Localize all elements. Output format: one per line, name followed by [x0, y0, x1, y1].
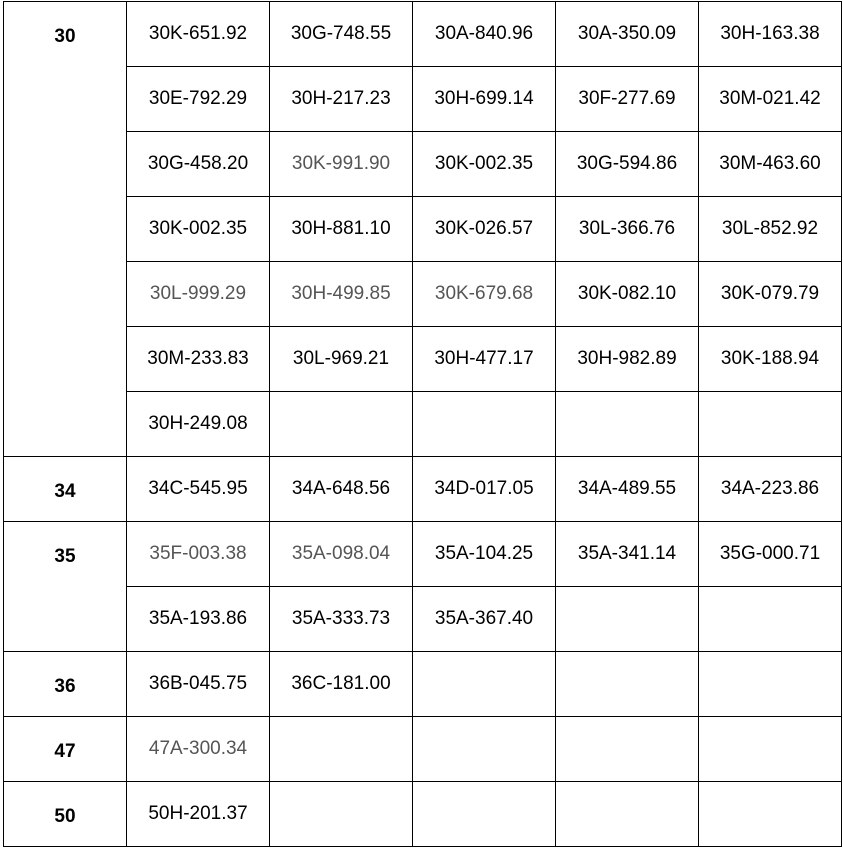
plate-number-cell: 30K-002.35	[413, 132, 556, 197]
plate-number-cell: 35G-000.71	[699, 522, 842, 587]
table-row	[4, 132, 842, 197]
region-code-cell: 36	[4, 652, 127, 717]
table-row	[4, 587, 842, 652]
plate-number-cell: 30K-991.90	[270, 132, 413, 197]
plate-number-cell	[413, 717, 556, 782]
plate-number-cell: 35A-104.25	[413, 522, 556, 587]
plate-number-cell: 30K-082.10	[556, 262, 699, 327]
plate-table-body	[4, 2, 842, 847]
plate-number-cell: 30G-748.55	[270, 2, 413, 67]
plate-number-cell: 36C-181.00	[270, 652, 413, 717]
plate-number-cell: 30K-002.35	[127, 197, 270, 262]
plate-number-cell	[270, 392, 413, 457]
table-row	[4, 67, 842, 132]
plate-number-cell: 30G-458.20	[127, 132, 270, 197]
plate-number-cell	[699, 652, 842, 717]
table-row	[4, 652, 842, 717]
plate-number-cell: 35A-193.86	[127, 587, 270, 652]
plate-number-cell: 35A-098.04	[270, 522, 413, 587]
plate-number-cell: 30K-026.57	[413, 197, 556, 262]
plate-number-cell	[556, 392, 699, 457]
table-row	[4, 2, 842, 67]
plate-number-cell	[699, 587, 842, 652]
table-row	[4, 782, 842, 847]
table-row	[4, 197, 842, 262]
plate-number-cell: 34D-017.05	[413, 457, 556, 522]
plate-number-cell: 30M-233.83	[127, 327, 270, 392]
plate-number-cell: 30L-366.76	[556, 197, 699, 262]
table-row	[4, 327, 842, 392]
plate-number-cell: 30H-881.10	[270, 197, 413, 262]
plate-number-cell: 34C-545.95	[127, 457, 270, 522]
plate-number-cell: 30K-188.94	[699, 327, 842, 392]
plate-number-cell: 47A-300.34	[127, 717, 270, 782]
plate-number-cell	[413, 392, 556, 457]
plate-number-cell: 30L-999.29	[127, 262, 270, 327]
plate-number-cell: 30G-594.86	[556, 132, 699, 197]
plate-number-cell: 35A-333.73	[270, 587, 413, 652]
plate-number-cell	[413, 652, 556, 717]
plate-number-cell: 30M-463.60	[699, 132, 842, 197]
region-code-cell: 30	[4, 2, 127, 457]
plate-number-table	[3, 1, 842, 847]
plate-number-cell: 30L-969.21	[270, 327, 413, 392]
plate-number-cell: 30H-699.14	[413, 67, 556, 132]
plate-number-cell: 30H-249.08	[127, 392, 270, 457]
table-row	[4, 457, 842, 522]
plate-number-cell	[556, 717, 699, 782]
plate-number-cell: 30H-217.23	[270, 67, 413, 132]
plate-number-cell: 35A-341.14	[556, 522, 699, 587]
table-row	[4, 522, 842, 587]
table-row	[4, 717, 842, 782]
plate-number-cell: 34A-648.56	[270, 457, 413, 522]
plate-number-cell: 30A-350.09	[556, 2, 699, 67]
plate-number-cell: 30H-477.17	[413, 327, 556, 392]
region-code-cell: 35	[4, 522, 127, 652]
plate-number-cell: 30M-021.42	[699, 67, 842, 132]
plate-number-cell	[556, 782, 699, 847]
plate-number-cell: 30K-679.68	[413, 262, 556, 327]
plate-number-cell	[556, 587, 699, 652]
plate-number-cell: 34A-223.86	[699, 457, 842, 522]
plate-number-cell: 30F-277.69	[556, 67, 699, 132]
region-code-cell: 34	[4, 457, 127, 522]
plate-number-cell: 36B-045.75	[127, 652, 270, 717]
plate-number-cell: 35A-367.40	[413, 587, 556, 652]
plate-number-cell	[556, 652, 699, 717]
plate-number-cell	[699, 717, 842, 782]
plate-number-cell: 34A-489.55	[556, 457, 699, 522]
plate-number-cell: 30H-982.89	[556, 327, 699, 392]
table-row	[4, 392, 842, 457]
plate-number-cell	[270, 717, 413, 782]
plate-number-cell	[699, 392, 842, 457]
plate-number-cell: 30E-792.29	[127, 67, 270, 132]
plate-number-cell: 30A-840.96	[413, 2, 556, 67]
plate-number-cell: 30H-163.38	[699, 2, 842, 67]
plate-number-cell: 50H-201.37	[127, 782, 270, 847]
region-code-cell: 47	[4, 717, 127, 782]
plate-number-cell	[699, 782, 842, 847]
plate-number-cell	[270, 782, 413, 847]
plate-number-cell	[413, 782, 556, 847]
plate-number-cell: 30L-852.92	[699, 197, 842, 262]
plate-number-cell: 30K-079.79	[699, 262, 842, 327]
table-row	[4, 262, 842, 327]
plate-number-cell: 30K-651.92	[127, 2, 270, 67]
region-code-cell: 50	[4, 782, 127, 847]
plate-number-cell: 35F-003.38	[127, 522, 270, 587]
plate-number-cell: 30H-499.85	[270, 262, 413, 327]
